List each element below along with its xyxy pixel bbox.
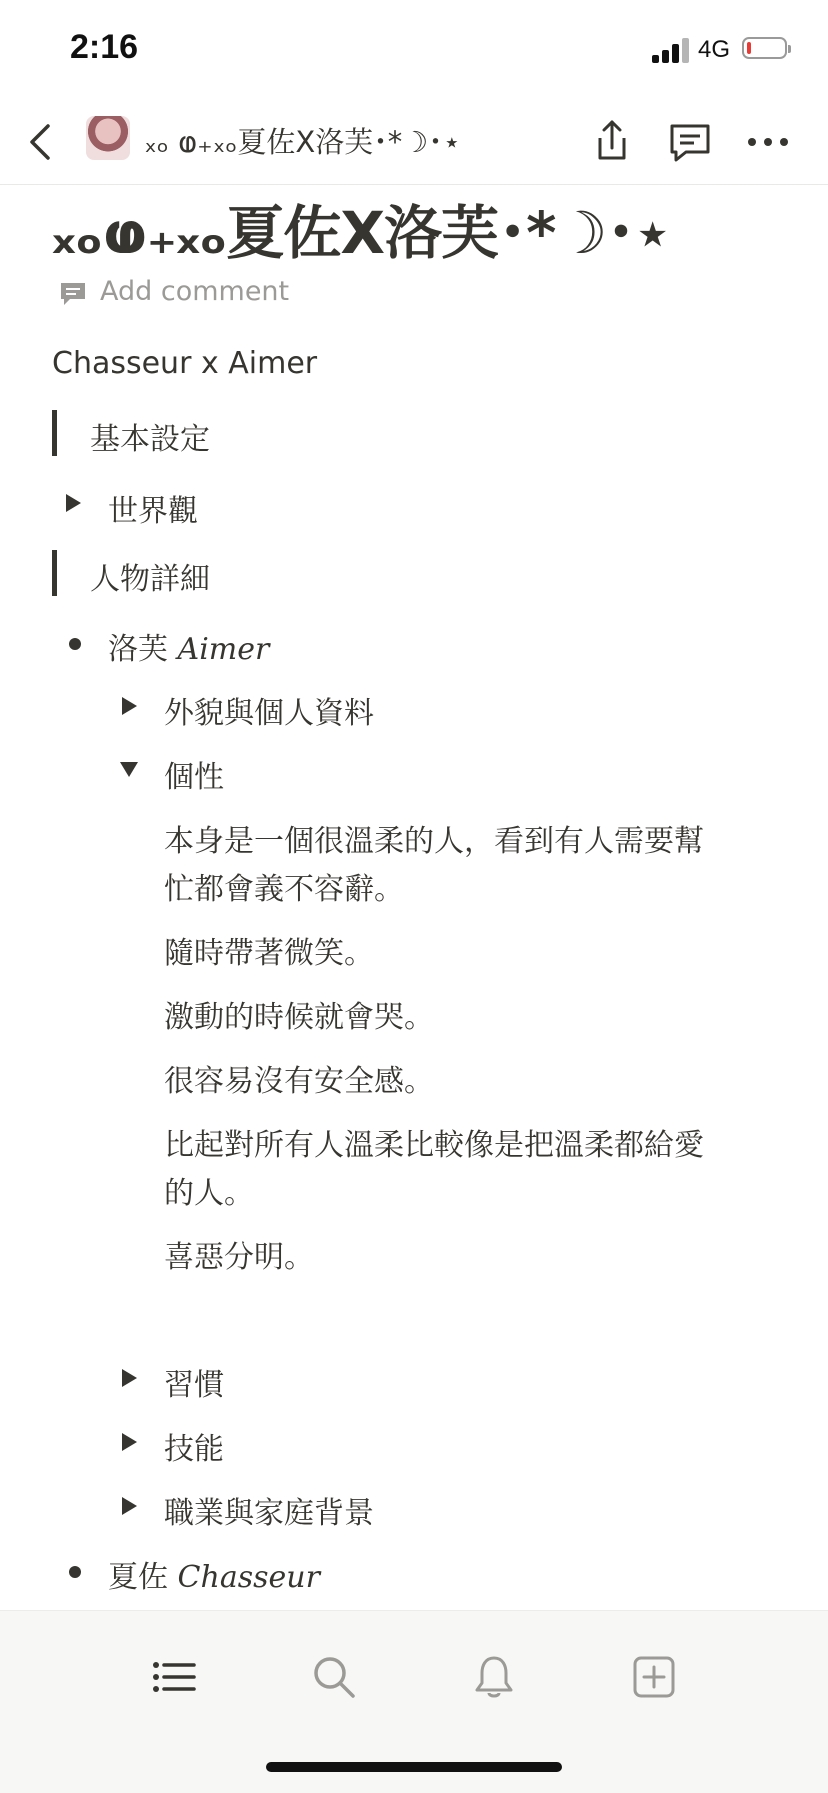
personality-line: 本身是一個很溫柔的人，看到有人需要幫 (164, 824, 704, 859)
personality-line: 比起對所有人溫柔比較像是把溫柔都給愛 (164, 1128, 704, 1163)
toggle-worldview[interactable]: 世界觀 (108, 494, 198, 529)
character-aimer-script: Aimer (177, 632, 270, 667)
share-icon[interactable] (584, 114, 640, 170)
toggle-arrow-icon[interactable] (122, 1433, 137, 1451)
quote-bar (52, 550, 57, 596)
more-icon[interactable] (740, 114, 796, 170)
toggle-background[interactable]: 職業與家庭背景 (164, 1496, 374, 1531)
character-chasseur-name: 夏佐 (108, 1560, 178, 1595)
personality-line: 很容易沒有安全感。 (164, 1064, 434, 1099)
character-chasseur-script: Chasseur (177, 1560, 320, 1595)
personality-line: 喜惡分明。 (164, 1240, 314, 1275)
toggle-appearance[interactable]: 外貌與個人資料 (164, 696, 374, 731)
personality-line: 的人。 (164, 1176, 254, 1211)
toggle-arrow-icon[interactable] (122, 697, 137, 715)
battery-icon (742, 37, 787, 59)
bell-icon[interactable] (470, 1653, 518, 1701)
subtitle-text: Chasseur x Aimer (52, 346, 318, 381)
add-comment-label: Add comment (100, 276, 290, 307)
bullet-dot (69, 638, 81, 650)
personality-line: 隨時帶著微笑。 (164, 936, 374, 971)
quote-bar (52, 410, 57, 456)
search-icon[interactable] (310, 1653, 358, 1701)
list-icon[interactable] (150, 1653, 198, 1701)
toggle-personality[interactable]: 個性 (164, 760, 224, 795)
page-icon-avatar (86, 116, 130, 160)
toggle-arrow-icon[interactable] (122, 1497, 137, 1515)
toggle-arrow-icon[interactable] (122, 1369, 137, 1387)
page-title[interactable]: ₓₒⱷ₊ₓₒ夏佐X洛芙･*☽･⋆ (52, 199, 670, 267)
nav-page-title[interactable]: ₓₒ ⱷ₊ₓₒ夏佐X洛芙･*☽･⋆ (144, 125, 461, 159)
quote-basic-settings: 基本設定 (90, 422, 210, 457)
home-indicator (266, 1762, 562, 1772)
signal-icon (652, 37, 692, 63)
top-navigation-bar (0, 100, 828, 185)
personality-line: 激動的時候就會哭。 (164, 1000, 434, 1035)
personality-line: 忙都會義不容辭。 (164, 872, 404, 907)
comment-icon[interactable] (662, 114, 718, 170)
network-type: 4G (698, 36, 731, 63)
plus-square-icon[interactable] (630, 1653, 678, 1701)
toggle-skills[interactable]: 技能 (164, 1432, 224, 1467)
toggle-arrow-down-icon[interactable] (120, 762, 138, 777)
toggle-habits[interactable]: 習慣 (164, 1368, 224, 1403)
back-chevron-icon[interactable] (20, 118, 64, 166)
bullet-dot (69, 1566, 81, 1578)
toggle-arrow-icon[interactable] (66, 494, 81, 512)
character-aimer-name: 洛芙 (108, 632, 178, 667)
character-chasseur (108, 1552, 320, 1596)
comment-bubble-icon (60, 282, 86, 306)
status-bar (0, 0, 828, 100)
status-time: 2:16 (70, 28, 139, 66)
character-aimer (108, 624, 269, 668)
quote-character-details: 人物詳細 (90, 562, 210, 597)
